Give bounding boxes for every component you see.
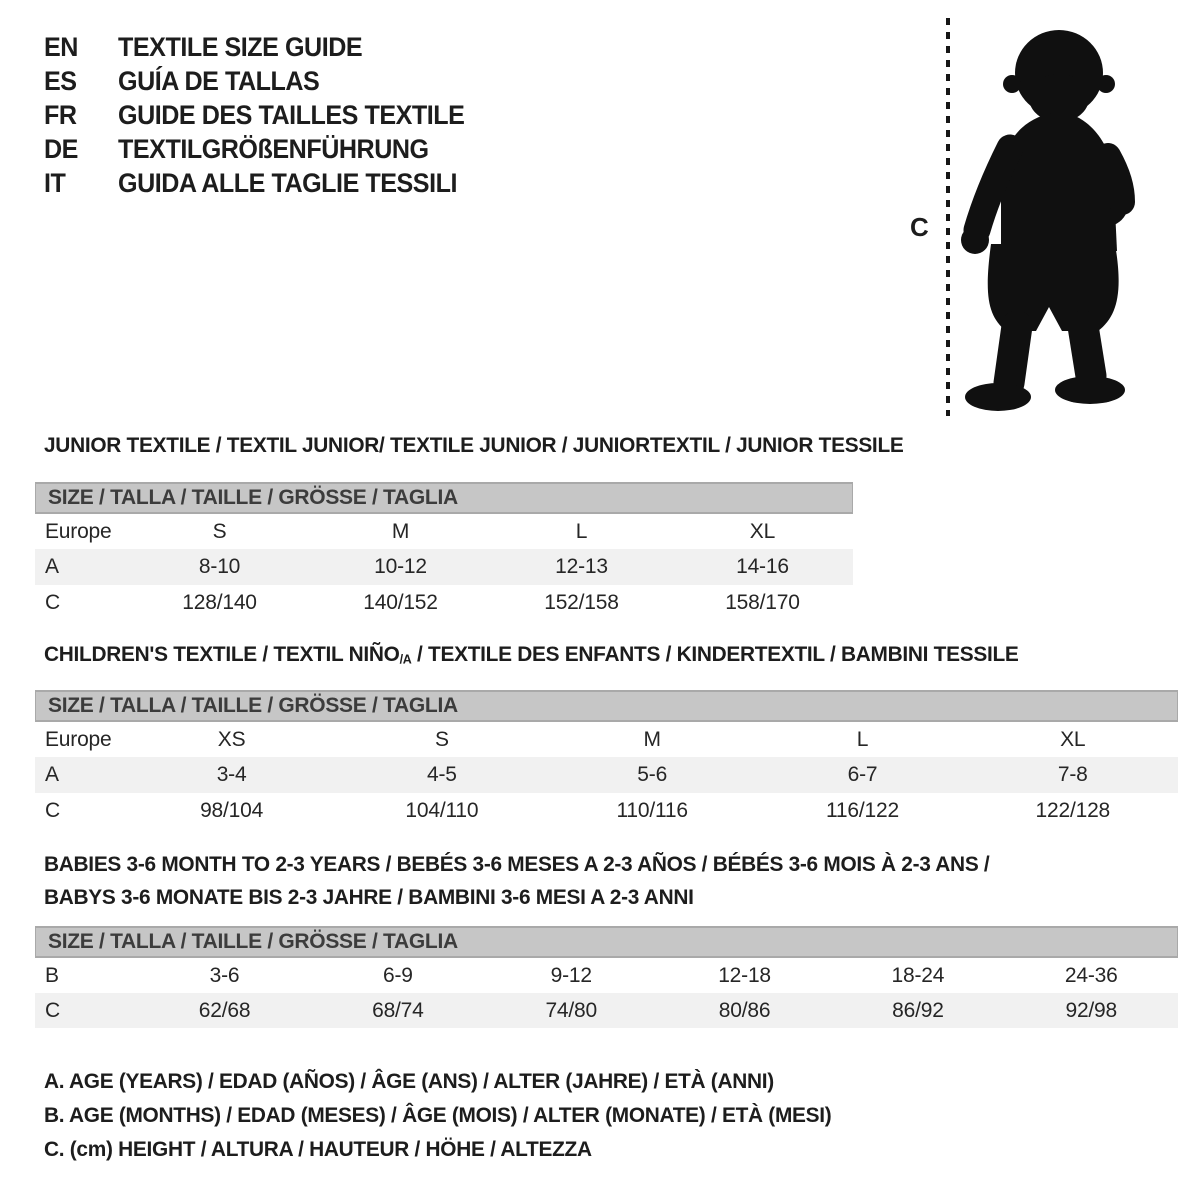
height-cell: 152/158	[544, 590, 619, 614]
lang-row-fr	[44, 98, 491, 132]
months-cell: 18-24	[891, 963, 945, 987]
age-cell: 14-16	[736, 555, 789, 578]
height-cell: 68/74	[372, 998, 424, 1022]
table-row-months	[35, 958, 1178, 993]
children-title-text: CHILDREN'S TEXTILE / TEXTIL NIÑO	[44, 642, 400, 666]
children-section-title	[44, 642, 1019, 667]
note-age-months: B. AGE (MONTHS) / EDAD (MESES) / ÂGE (MOIS) / ALTER (MONATE) / ETÀ (MESI)	[44, 1103, 832, 1127]
babies-title-line2: BABYS 3-6 MONATE BIS 2-3 JAHRE / BAMBINI 3-6 MESI A 2-3 ANNI	[44, 885, 694, 909]
height-cell: 158/170	[725, 590, 800, 614]
months-cell: 3-6	[209, 963, 240, 987]
table-row-age	[35, 549, 853, 585]
lang-code: ES	[44, 65, 77, 96]
lang-code: EN	[44, 31, 78, 62]
height-cell: 92/98	[1065, 998, 1118, 1022]
table-row-height	[35, 585, 853, 620]
children-title-text: / TEXTILE DES ENFANTS / KINDERTEXTIL / BAMBINI TESSILE	[411, 642, 1019, 666]
legend-notes	[44, 1064, 856, 1166]
size-cell: XL	[1060, 727, 1086, 751]
babies-size-table	[35, 926, 1178, 1028]
age-cell: 5-6	[637, 763, 668, 786]
size-cell: L	[575, 519, 588, 543]
lang-row-en	[44, 30, 491, 64]
lang-code: DE	[44, 133, 78, 164]
height-cell: 86/92	[892, 998, 944, 1022]
height-cell: 122/128	[1035, 798, 1111, 822]
size-cell: M	[391, 519, 410, 543]
guide-title: GUIDE DES TAILLES TEXTILE	[118, 99, 465, 130]
age-cell: 7-8	[1057, 763, 1088, 786]
row-label: B	[45, 963, 59, 987]
row-label: Europe	[45, 727, 112, 751]
size-cell: S	[434, 727, 449, 751]
size-header-bar: SIZE / TALLA / TAILLE / GRÖSSE / TAGLIA	[35, 926, 1178, 958]
lang-row-it	[44, 166, 491, 200]
months-cell: 12-18	[718, 963, 771, 987]
lang-code: IT	[44, 167, 66, 198]
height-cell: 80/86	[718, 998, 771, 1022]
height-cell: 74/80	[545, 998, 597, 1022]
height-cell: 140/152	[363, 590, 438, 614]
children-title-sub: /A	[399, 651, 412, 667]
age-cell: 6-7	[847, 763, 878, 786]
months-cell: 6-9	[382, 963, 413, 987]
age-cell: 4-5	[427, 763, 457, 786]
row-label: A	[45, 763, 59, 786]
height-cell: 104/110	[405, 798, 479, 822]
height-cell: 98/104	[200, 798, 264, 822]
size-header-bar: SIZE / TALLA / TAILLE / GRÖSSE / TAGLIA	[35, 482, 853, 514]
note-height-cm: C. (cm) HEIGHT / ALTURA / HAUTEUR / HÖHE / ALTEZZA	[44, 1137, 592, 1161]
row-label: C	[45, 798, 60, 822]
row-label: C	[45, 590, 60, 614]
table-row-height	[35, 993, 1178, 1028]
lang-code: FR	[44, 99, 77, 130]
guide-title: TEXTILGRÖßENFÜHRUNG	[118, 133, 429, 164]
height-measure-label: C	[910, 212, 929, 242]
size-cell: L	[856, 727, 869, 751]
height-cell: 110/116	[616, 798, 688, 822]
height-cell: 128/140	[182, 590, 257, 614]
size-cell: M	[643, 727, 661, 751]
months-cell: 24-36	[1064, 963, 1118, 987]
guide-title: TEXTILE SIZE GUIDE	[118, 31, 363, 62]
table-row-age	[35, 757, 1178, 793]
age-cell: 3-4	[216, 763, 247, 786]
guide-title: GUÍA DE TALLAS	[118, 65, 320, 96]
height-dashed-line	[946, 18, 950, 416]
baby-silhouette-icon	[960, 16, 1138, 418]
row-label: Europe	[45, 519, 112, 543]
lang-row-de	[44, 132, 491, 166]
row-label: C	[45, 998, 60, 1022]
age-cell: 12-13	[555, 555, 608, 578]
junior-size-table	[35, 482, 853, 620]
babies-title-line1: BABIES 3-6 MONTH TO 2-3 YEARS / BEBÉS 3-6 MESES A 2-3 AÑOS / BÉBÉS 3-6 MOIS À 2-3 ANS /	[44, 852, 990, 876]
age-cell: 10-12	[374, 555, 427, 578]
height-cell: 62/68	[198, 998, 251, 1022]
junior-section-title: JUNIOR TEXTILE / TEXTIL JUNIOR/ TEXTILE JUNIOR / JUNIORTEXTIL / JUNIOR TESSILE	[44, 433, 904, 457]
language-header	[44, 30, 491, 200]
months-cell: 9-12	[550, 963, 592, 987]
age-cell: 8-10	[198, 555, 241, 578]
babies-section-title	[44, 848, 989, 914]
guide-title: GUIDA ALLE TAGLIE TESSILI	[118, 167, 457, 198]
note-age-years: A. AGE (YEARS) / EDAD (AÑOS) / ÂGE (ANS) / ALTER (JAHRE) / ETÀ (ANNI)	[44, 1069, 774, 1093]
height-cell: 116/122	[826, 798, 899, 822]
size-cell: XS	[217, 727, 246, 751]
size-cell: XL	[749, 519, 776, 543]
children-size-table	[35, 690, 1178, 828]
lang-row-es	[44, 64, 491, 98]
table-row-europe	[35, 514, 853, 549]
size-header-bar: SIZE / TALLA / TAILLE / GRÖSSE / TAGLIA	[35, 690, 1178, 722]
size-cell: S	[212, 519, 227, 543]
table-row-europe	[35, 722, 1178, 757]
table-row-height	[35, 793, 1178, 828]
row-label: A	[45, 555, 59, 578]
